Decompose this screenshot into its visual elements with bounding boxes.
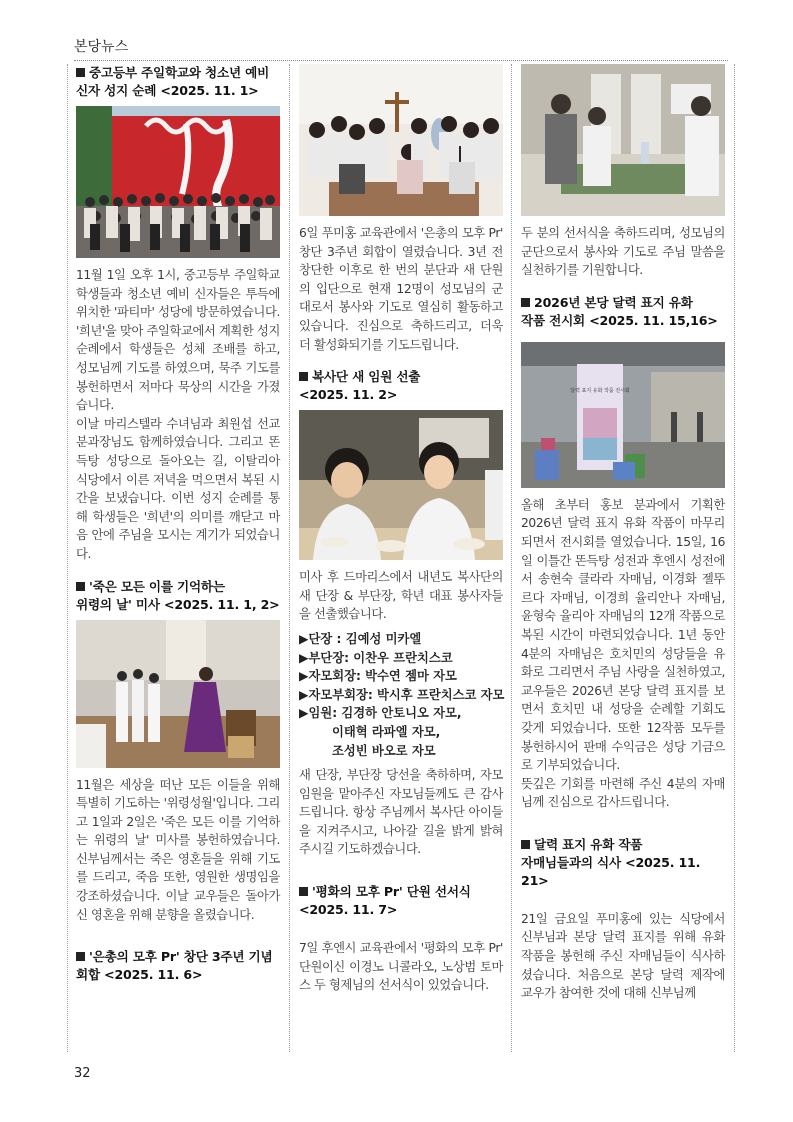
list-item: ▶단장 : 김예성 미카엘 bbox=[299, 631, 422, 646]
article-body: 11월은 세상을 떠난 모든 이들을 위해 특별히 기도하는 '위령성월'입니다. 그리고 1일과 2일은 '죽은 모든 이를 기억하는 위령의 날' 미사를 봉헌하였습니다. 신부님께서는 죽은 영혼들을 위해 기도를 드리고, 죽음 또한, 영원한 생명임을 강조하셨습니다. 이날 교우들은 돌아가신 영혼을 위해 분향을 올렸습니다. bbox=[76, 777, 280, 922]
article-title-pilgrimage: 중고등부 주일학교와 청소년 예비 신자 성지 순례 <2025. 11. 1> bbox=[76, 65, 270, 98]
article-title-anniversary: '은총의 모후 Pr' 창단 3주년 기념 회합 <2025. 11. 6> bbox=[76, 949, 273, 983]
article-body: 이날 마리스텔라 수녀님과 최원섭 선교 분과장님도 함께하였습니다. 그리고 똔득탕 성당으로 돌아오는 길, 이탈리아 식당에서 이른 저녁을 먹으면서 복된 시간을 보냈습니다. 이번 성지 순례를 통해 학생들은 '희년'의 의미를 깨닫고 마음 안에 주님을 모시는 계기가 되었습니다. bbox=[76, 416, 280, 561]
column-3 bbox=[521, 64, 725, 1003]
page-number: 32 bbox=[74, 1066, 91, 1081]
photo-oath-ceremony bbox=[521, 64, 725, 216]
article-title-calendar-exhibition: 2026년 본당 달력 표지 유화 작품 전시회 <2025. 11. 15,16> bbox=[521, 294, 718, 328]
article-body: 새 단장, 부단장 당선을 축하하며, 자모 임원을 맡아주신 자모님들께도 큰 감사드립니다. 항상 주님께서 복사단 아이들을 지켜주시고, 나아갈 길을 밝게 밝혀주시길 기도하겠습니다. bbox=[299, 768, 503, 857]
officer-list bbox=[299, 630, 503, 760]
article-body: 뜻깊은 기회를 마련해 주신 4분의 자매님께 진심으로 감사드립니다. bbox=[521, 776, 725, 810]
photo-altar-servers bbox=[299, 410, 503, 560]
article-title-altar-servers: 복사단 새 임원 선출 <2025. 11. 2> bbox=[299, 369, 421, 403]
photo-anniversary-group bbox=[299, 64, 503, 216]
photo-all-souls-mass bbox=[76, 620, 280, 768]
column-divider bbox=[734, 64, 735, 1052]
bullet-square-icon bbox=[299, 887, 308, 896]
section-header: 본당뉴스 bbox=[74, 39, 129, 55]
article-body: 두 분의 선서식을 축하드리며, 성모님의 군단으로서 봉사와 기도로 주님 말씀을 실천하기를 기원합니다. bbox=[521, 226, 725, 278]
article-body: 올해 초부터 홍보 분과에서 기획한 2026년 달력 표지 유화 작품이 마무리되면서 전시회를 열었습니다. 15일, 16일 이틀간 똔득탕 성전과 후엔시 성전에서 송현숙 클라라 자매님, 이경화 젤뚜르다 자매님, 이경희 율리안나 자매님, 윤형숙 율리아 자매님의 12개 작품으로 복된 시간이 마련되었습니다. 1년 동안 4분의 자매님은 호치민의 성당들을 유화로 그리면서 주님 사랑을 실천하였고, 교우들은 2026년 본당 달력 표지를 보면서 호치민 내 성당을 순례할 기회도 갖게 되었습니다. 또한 12작품 모두를 봉헌하시어 판매 수익금은 성당 기금으로 기부되었습니다. bbox=[521, 497, 725, 773]
article-body: 11월 1일 오후 1시, 중고등부 주일학교 학생들과 청소년 예비 신자들은 투득에 위치한 '파티마' 성당에 방문하였습니다. '희년'을 맞아 주일학교에서 계획한 성지 순례에서 학생들은 성체 조배를 하고, 성모님께 기도를 하였으며, 묵주 기도를 봉헌하면서 저마다 묵상의 시간을 가졌습니다. bbox=[76, 268, 280, 413]
exhibition-banner-text: 달력 표지 유화 작품 전시회 bbox=[570, 387, 630, 394]
header-divider bbox=[74, 60, 728, 61]
photo-exhibition bbox=[521, 342, 725, 488]
bullet-square-icon bbox=[76, 952, 85, 961]
list-item: ▶자모부회장: 박시후 프란치스코 자모 bbox=[299, 687, 505, 702]
column-2 bbox=[299, 64, 503, 995]
article-title-oath-ceremony: '평화의 모후 Pr' 단원 선서식 <2025. 11. 7> bbox=[299, 884, 471, 918]
list-item: 조성빈 바오로 자모 bbox=[332, 743, 436, 758]
article-body: 미사 후 드마리스에서 내년도 복사단의 새 단장 & 부단장, 학년 대표 봉사자들을 선출했습니다. bbox=[299, 570, 503, 622]
column-divider bbox=[289, 64, 290, 1052]
bullet-square-icon bbox=[521, 840, 530, 849]
bullet-square-icon bbox=[521, 298, 530, 307]
article-title-all-souls: '죽은 모든 이를 기억하는 위령의 날' 미사 <2025. 11. 1, 2> bbox=[76, 578, 280, 612]
article-body: 7일 후엔시 교육관에서 '평화의 모후 Pr' 단원이신 이경노 니콜라오, 노상범 토마스 두 형제님의 선서식이 있었습니다. bbox=[299, 941, 503, 993]
list-item: 이태혁 라파엘 자모, bbox=[332, 724, 441, 739]
list-item: ▶임원: 김경하 안토니오 자모, bbox=[299, 706, 462, 721]
photo-pilgrimage-group bbox=[76, 106, 280, 258]
article-body: 21일 금요일 푸미홍에 있는 식당에서 신부님과 본당 달력 표지를 위해 유화 작품을 봉헌해 주신 자매님들이 식사하셨습니다. 처음으로 본당 달력 제작에 교우가 참여한 것에 대해 신부님께 bbox=[521, 911, 725, 1001]
list-item: ▶자모회장: 박수연 젬마 자모 bbox=[299, 669, 457, 684]
column-1 bbox=[76, 64, 280, 990]
article-title-dinner: 달력 표지 유화 작품 자매님들과의 식사 <2025. 11. 21> bbox=[521, 836, 701, 888]
bullet-square-icon bbox=[76, 68, 85, 77]
column-divider bbox=[511, 64, 512, 1052]
list-item: ▶부단장: 이찬우 프란치스코 bbox=[299, 650, 453, 665]
article-body: 6일 푸미홍 교육관에서 '은총의 모후 Pr' 창단 3주년 회합이 열렸습니다. 3년 전 창단한 이후로 한 번의 분단과 새 단원의 입단으로 현재 12명이 성모님의 군대로서 봉사와 기도로 열심히 활동하고 있습니다. 진심으로 축하드리고, 더욱 더 활성화되기를 기도드립니다. bbox=[299, 226, 503, 352]
bullet-square-icon bbox=[76, 582, 85, 591]
column-divider bbox=[67, 64, 68, 1052]
bullet-square-icon bbox=[299, 372, 308, 381]
